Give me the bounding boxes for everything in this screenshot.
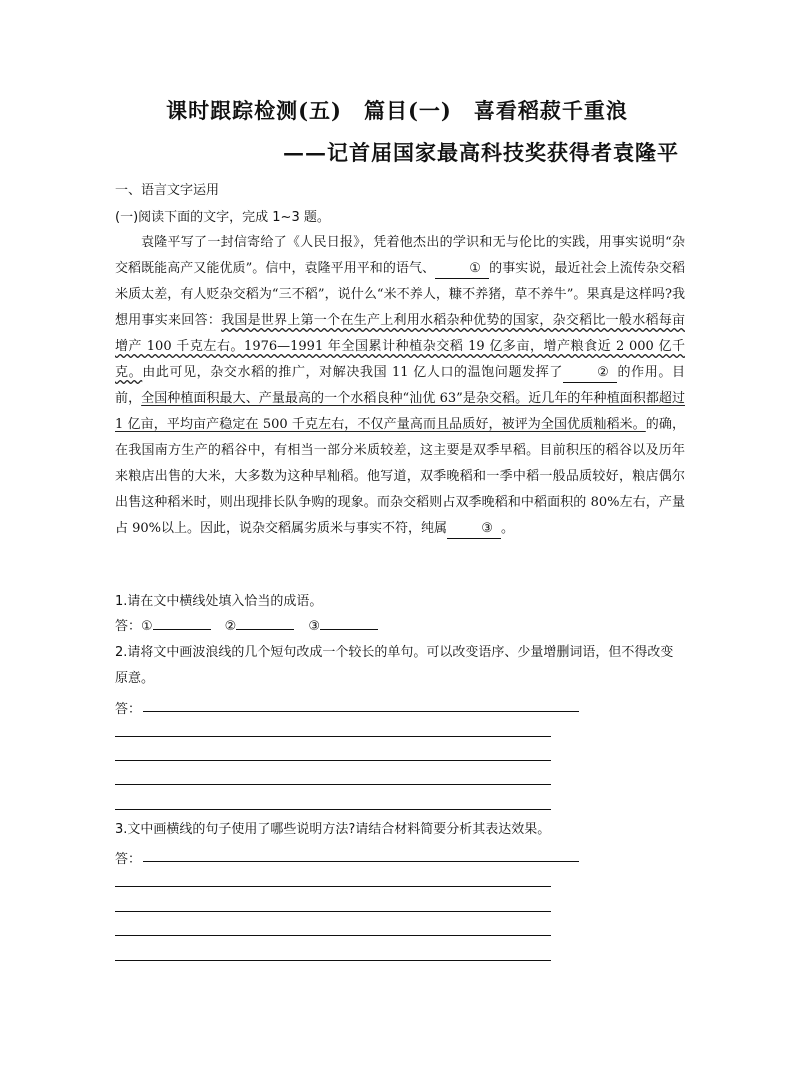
question-1: 1.请在文中横线处填入恰当的成语。 xyxy=(115,594,323,609)
answer-blank-2[interactable] xyxy=(236,615,294,630)
reading-passage xyxy=(115,230,685,542)
blank-2[interactable]: ② xyxy=(563,364,617,383)
answer-line[interactable] xyxy=(143,861,579,862)
answer-line[interactable] xyxy=(115,784,551,785)
part-instruction: (一)阅读下面的文字，完成 1~3 题。 xyxy=(115,210,330,225)
answer-line[interactable] xyxy=(143,711,579,712)
passage-text: 的作用。目前， xyxy=(115,365,685,406)
passage-text: 的事实说，最近社会上流传杂交稻米质太差，有人贬杂交稻为“三不稻”，说什么“米不养人，糠不养猪，草不养牛”。果真是这样吗?我想用事实来回答： xyxy=(115,261,685,328)
passage-text: 袁隆平写了一封信寄给了《人民日报》，凭着他杰出的学识和无与伦比的实践，用事实说明“杂交稻既能高产又能优质”。信中，袁隆平用平和的语气、 xyxy=(115,235,685,276)
question-3-answer-label: 答： xyxy=(115,852,142,867)
question-2-answer-label: 答： xyxy=(115,702,142,717)
page-subtitle: ——记首届国家最高科技奖获得者袁隆平 xyxy=(283,140,679,165)
answer-mark-1: ① xyxy=(141,619,153,634)
answer-mark-3: ③ xyxy=(308,619,320,634)
answer-mark-2: ② xyxy=(224,619,237,634)
answer-line[interactable] xyxy=(115,736,551,737)
answer-line[interactable] xyxy=(115,809,551,810)
answer-line[interactable] xyxy=(115,911,551,912)
question-1-answer-row xyxy=(115,615,392,634)
blank-1[interactable]: ① xyxy=(435,260,489,279)
answer-blank-1[interactable] xyxy=(153,615,211,630)
passage-text: 由此可见，杂交水稻的推广，对解决我国 11 亿人口的温饱问题发挥了 xyxy=(142,365,563,380)
underlined-sentence: 全国种植面积最大、产量最高的一个水稻良种“汕优 63”是杂交稻。近几年的年种植面积都超过 1 亿亩，平均亩产稳定在 500 千克左右，不仅产量高而且品质好，被评为全国优质籼稻米。 xyxy=(115,391,685,432)
answer-line[interactable] xyxy=(115,760,551,761)
section-heading: 一、语言文字运用 xyxy=(115,183,220,198)
answer-line[interactable] xyxy=(115,935,551,936)
answer-line[interactable] xyxy=(115,886,551,887)
passage-text: 的确，在我国南方生产的稻谷中，有相当一部分米质较差，这主要是双季早稻。目前积压的稻谷以及历年来粮店出售的大米，大多数为这种早籼稻。他写道，双季晚稻和一季中稻一般品质较好，粮店偶尔出售这种稻米时，则出现排长队争购的现象。而杂交稻则占双季晚稻和中稻面积的 80%左右，产量占 90%以上。因此，说杂交稻属劣质米与事实不符，纯属 xyxy=(115,417,685,536)
answer-line[interactable] xyxy=(115,960,551,961)
wavy-underlined-text: 我国是世界上第一个在生产上利用水稻杂种优势的国家，杂交稻比一般水稻每亩增产 100 千克左右。1976—1991 年全国累计种植杂交稻 19 亿多亩，增产粮食近 2 000 亿千克。 xyxy=(115,313,685,380)
question-3: 3.文中画横线的句子使用了哪些说明方法?请结合材料简要分析其表达效果。 xyxy=(115,822,551,837)
answer-blank-3[interactable] xyxy=(320,615,378,630)
page-title: 课时跟踪检测(五) 篇目(一) 喜看稻菽千重浪 xyxy=(166,98,628,123)
answer-label: 答： xyxy=(115,619,142,634)
passage-paragraph xyxy=(115,230,685,542)
passage-text: 。 xyxy=(501,521,515,536)
blank-3[interactable]: ③ xyxy=(447,520,501,539)
question-2: 2.请将文中画波浪线的几个短句改成一个较长的单句。可以改变语序、少量增删词语，但不得改变原意。 xyxy=(115,645,674,686)
